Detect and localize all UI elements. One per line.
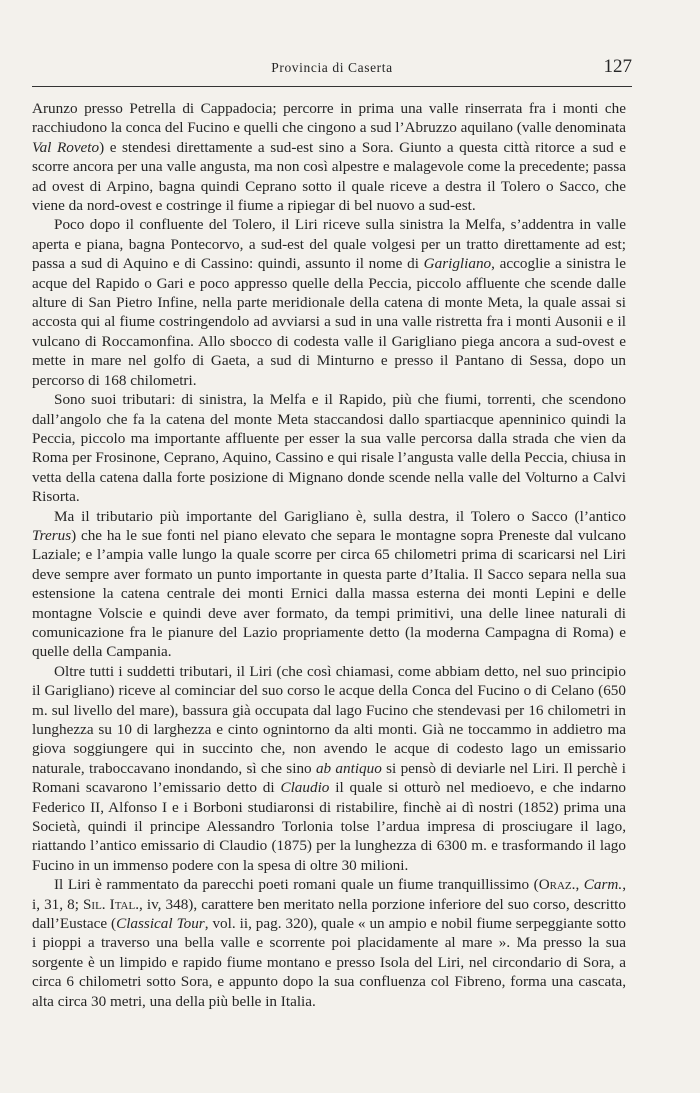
- text-run: ) e stendesi direttamente a sud-est sino a Sora. Giunto a questa città ritorce a sud e scorre ancora per una valle angusta, ma non così alpestre e malagevole come la precedente; passa ad ovest di Arpino, bagna quindi Ceprano sotto il quale riceve a destra il Tolero o Sacco, che viene da nord-ovest e costringe il fiume a ripiegar di bel nuovo a sud-est.: [32, 138, 626, 215]
- text-run: Ma il tributario più importante del Garigliano è, sulla destra, il Tolero o Sacco (l’antico: [54, 507, 626, 525]
- header-rule: [32, 86, 632, 87]
- paragraph: [32, 215, 626, 390]
- text-run: , i, 31, 8;: [32, 876, 626, 913]
- text-run: Sono suoi tributari: di sinistra, la Melfa e il Rapido, più che fiumi, torrenti, che scendono dall’angolo che fa la catena del monte Meta staccandosi dallo spartiacque apenninico quindi la Peccia, piccolo ma importante affluente per esser la sua valle percorsa dalla strada che vien da Roma per Frosinone, Ceprano, Aquino, Cassino e qui risale l’angusta valle della Peccia, chiusa in vetta della catena dalla forte posizione di Mignano donde scende nella valle del Volturno a Calvi Risorta.: [32, 391, 626, 506]
- italic-run: ab antiquo: [315, 759, 382, 777]
- body-text: [32, 99, 626, 1011]
- running-title: Provincia di Caserta: [271, 60, 393, 75]
- paragraph: [32, 875, 626, 1011]
- text-run: , iv, 348), carattere ben meritato nella porzione inferiore del suo corso, descritto dall’Eustace (: [32, 895, 626, 933]
- paragraph: [32, 507, 626, 662]
- italic-run: Carm.: [583, 876, 623, 894]
- text-run: Poco dopo il confluente del Tolero, il Liri riceve sulla sinistra la Melfa, s’addentra in valle aperta e piana, bagna Pontecorvo, a sud-est del quale volgesi per un tratto direttamente ad est; passa a sud di Aquino e di Cassino: quindi, assunto il nome di: [32, 216, 626, 273]
- text-run: , vol. ii, pag. 320), quale « un ampio e nobil fiume serpeggiante sotto i pioppi a traverso una bella valle e scorrente poi placidamente al mare ». Ma presso la sua sorgente è un limpido e rapido fiume montano e presso Isola del Liri, nel circondario di Sora, a circa 6 chilometri sotto Sora, e appunto dopo la sua confluenza col Fibreno, forma una cascata, alta circa 30 metri, una della più belle in Italia.: [32, 915, 626, 1010]
- italic-run: Classical Tour: [116, 915, 205, 933]
- paragraph: [32, 390, 626, 506]
- italic-run: Claudio: [280, 779, 330, 797]
- page-header: [32, 58, 632, 80]
- paragraph: [32, 662, 626, 875]
- text-run: ,: [575, 876, 584, 894]
- smallcaps-run: Oraz.: [538, 876, 576, 894]
- text-run: Arunzo presso Petrella di Cappadocia; percorre in prima una valle rinserrata fra i monti che racchiudono la conca del Fucino e quelli che cingono a sud l’Abruzzo aquilano (valle denominata: [32, 100, 626, 137]
- text-run: Oltre tutti i suddetti tributari, il Liri (che così chiamasi, come abbiam detto, nel suo principio il Garigliano) riceve al cominciar del suo corso le acque della Conca del Fucino o di Celano (650 m. sul livello del mare), bassura già occupata dal lago Fucino che stendevasi per 16 chilometri in lunghezza su 10 di larghezza e cinto ognintorno da alti monti. Già ne toccammo in addietro ma giova soggiungere qui in succinto che, non avendo le acque di codesto lago un emissario naturale, traboccavano inondando, sì che sino: [32, 662, 626, 777]
- text-run: Il Liri è rammentato da parecchi poeti romani quale un fiume tranquillissimo (: [54, 876, 539, 894]
- smallcaps-run: Sil. Ital.: [82, 895, 139, 913]
- italic-run: Val Roveto: [32, 138, 100, 156]
- paragraph: [32, 99, 626, 215]
- page-number: 127: [603, 56, 632, 77]
- italic-run: Garigliano: [423, 255, 492, 273]
- italic-run: Trerus: [32, 526, 72, 544]
- text-run: il quale si otturò nel medioevo, e che indarno Federico II, Alfonso I e i Borboni studiaronsi di ristabilire, finchè ai dì nostri (1852) prima una Società, quindi il principe Alessandro Torlonia tolse l’ardua impresa di prosciugare il lago, riattando l’antico emissario di Claudio (1875) per la lunghezza di 6300 m. e trasformando il lago Fucino in un immenso podere con la spesa di oltre 30 milioni.: [32, 779, 627, 874]
- text-run: si pensò di deviarle nel Liri. Il perchè i Romani scavarono l’emissario detto di: [32, 759, 626, 797]
- text-run: ) che ha le sue fonti nel piano elevato che separa le montagne sopra Preneste dal vulcano Laziale; e l’ampia valle lungo la quale scorre per circa 65 chilometri prima di scaricarsi nel Liri deve sempre aver formato un punto importante in questa parte d’Italia. Il Sacco separa nella sua estensione la catena centrale dei monti Ernici dalla massa esterna dei monti Lepini e delle montagne Volscie e quindi deve aver formato, da tempi primitivi, una delle linee naturali di comunicazione fra le pianure del Lazio propriamente detto (la moderna Campagna di Roma) e quelle della Campania.: [32, 526, 626, 661]
- text-run: , accoglie a sinistra le acque del Rapido o Gari e poco appresso quelle della Peccia, piccolo affluente che scende dalle alture di San Pietro Infine, nella parte meridionale della catena di monte Meta, la quale assai si accosta qui al fiume costringendolo ad avviarsi a sud in una valle ristretta fra i monti Ausonii e il vulcano di Roccamonfina. Allo sbocco di codesta valle il Garigliano piega ancora a sud-ovest e mette in mare nel golfo di Gaeta, a sud di Minturno e presso il Pantano di Sessa, dopo un percorso di 168 chilometri.: [32, 255, 626, 389]
